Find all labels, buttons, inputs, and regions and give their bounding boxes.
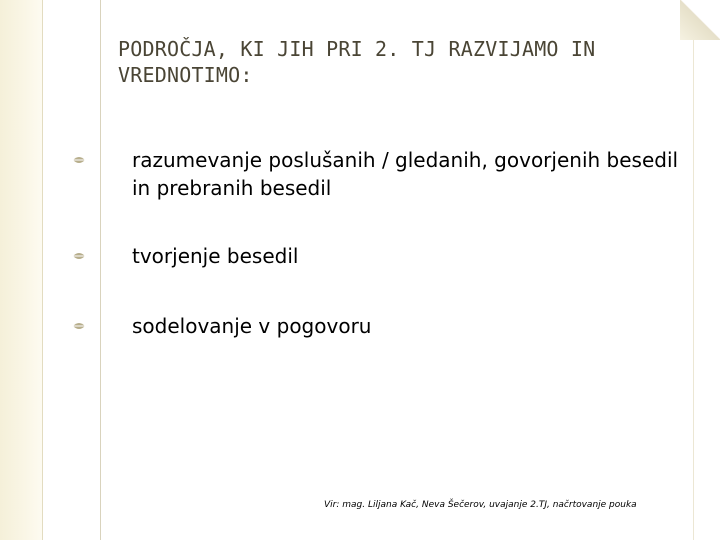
leaf-bullet-icon [72, 250, 86, 262]
bullet-text: tvorjenje besedil [132, 244, 299, 268]
bullet-text: sodelovanje v pogovoru [132, 314, 372, 338]
slide-title: PODROČJA, KI JIH PRI 2. TJ RAZVIJAMO IN VREDNOTIMO: [118, 37, 596, 87]
leaf-bullet-icon [72, 320, 86, 332]
bullet-text: razumevanje poslušanih / gledanih, govorjenih besedil in prebranih besedil [132, 148, 679, 200]
band-divider [42, 0, 43, 540]
page-curl-decoration [680, 0, 720, 40]
source-footer: Vir: mag. Liljana Kač, Neva Šečerov, uvajanje 2.TJ, načrtovanje pouka [324, 500, 637, 510]
left-decorative-band [0, 0, 42, 540]
leaf-bullet-icon [72, 154, 86, 166]
